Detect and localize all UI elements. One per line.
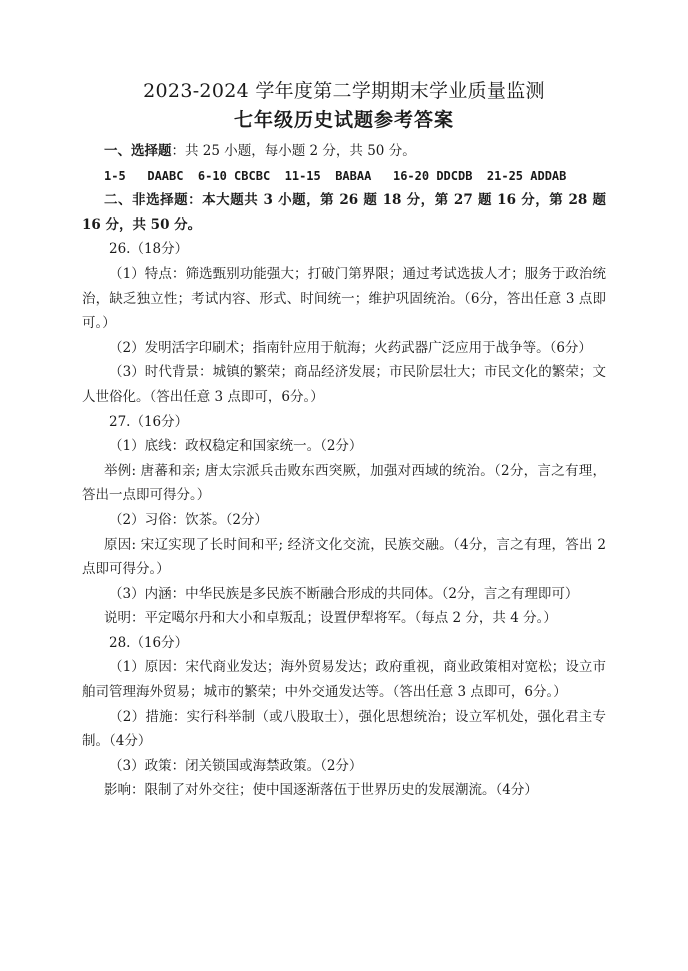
section1-heading: 一、选择题 — [104, 143, 172, 159]
q26-answer-1: （1）特点：筛选甄别功能强大；打破门第界限；通过考试选拔人才；服务于政治统治，缺乏独立性；考试内容、形式、时间统一；维护巩固统治。（6分，答出任意 3 点即可。） — [82, 265, 606, 332]
q27-answer-2-reason: 原因: 宋辽实现了长时间和平; 经济文化交流，民族交融。（4分，言之有理，答出 2点即可得分。） — [82, 536, 606, 578]
q27-answer-3-note: 说明：平定噶尔丹和大小和卓叛乱；设置伊犁将军。（每点 2 分，共 4 分。） — [104, 610, 557, 627]
q28-number: 28.（16分） — [109, 634, 189, 651]
section1-answers-line — [82, 164, 606, 189]
q27-answer-1-example: 举例: 唐蕃和亲; 唐太宗派兵击败东西突厥，加强对西域的统治。（2分，言之有理，答出一点即可得分。） — [82, 462, 606, 504]
document-subtitle: 七年级历史试题参考答案 — [233, 109, 454, 131]
q27-answer-2: （2）习俗：饮茶。（2分） — [109, 511, 268, 528]
section1-line — [82, 139, 606, 164]
q28-answer-3-impact: 影响：限制了对外交往；使中国逐渐落伍于世界历史的发展潮流。（4分） — [104, 782, 538, 799]
q27-answer-3: （3）内涵：中华民族是多民族不断融合形成的共同体。（2分，言之有理即可） — [109, 585, 579, 602]
q28-answer-1: （1）原因：宋代商业发达；海外贸易发达；政府重视，商业政策相对宽松；设立市舶司管理海外贸易；城市的繁荣；中外交通发达等。（答出任意 3 点即可，6分。） — [82, 659, 606, 701]
q26-answer-2: （2）发明活字印刷术；指南针应用于航海；火药武器广泛应用于战争等。（6分） — [109, 339, 592, 356]
section1-desc: ：共 25 小题，每小题 2 分，共 50 分。 — [171, 143, 416, 159]
document-title: 2023-2024 学年度第二学期期末学业质量监测 — [143, 80, 545, 102]
q28-answer-2: （2）措施：实行科举制（或八股取士），强化思想统治；设立军机处，强化君主专制。（4分） — [82, 708, 606, 750]
q27-number: 27.（16分） — [109, 413, 189, 430]
choice-answers: 1-5 DAABC 6-10 CBCBC 11-15 BABAA 16-20 DDCDB 21-25 ADDAB — [104, 168, 567, 183]
section2-heading: 二、非选择题：本大题共 3 小题，第 26 题 18 分，第 27 题 16 分，第 28 题 16 分，共 50 分。 — [82, 192, 606, 233]
q26-number: 26.（18分） — [109, 241, 189, 258]
q28-answer-3: （3）政策：闭关锁国或海禁政策。（2分） — [109, 757, 363, 774]
q26-answer-3: （3）时代背景：城镇的繁荣；商品经济发展；市民阶层壮大；市民文化的繁荣；文人世俗化。（答出任意 3 点即可，6分。） — [82, 364, 606, 405]
q27-answer-1: （1）底线：政权稳定和国家统一。（2分） — [109, 438, 363, 455]
